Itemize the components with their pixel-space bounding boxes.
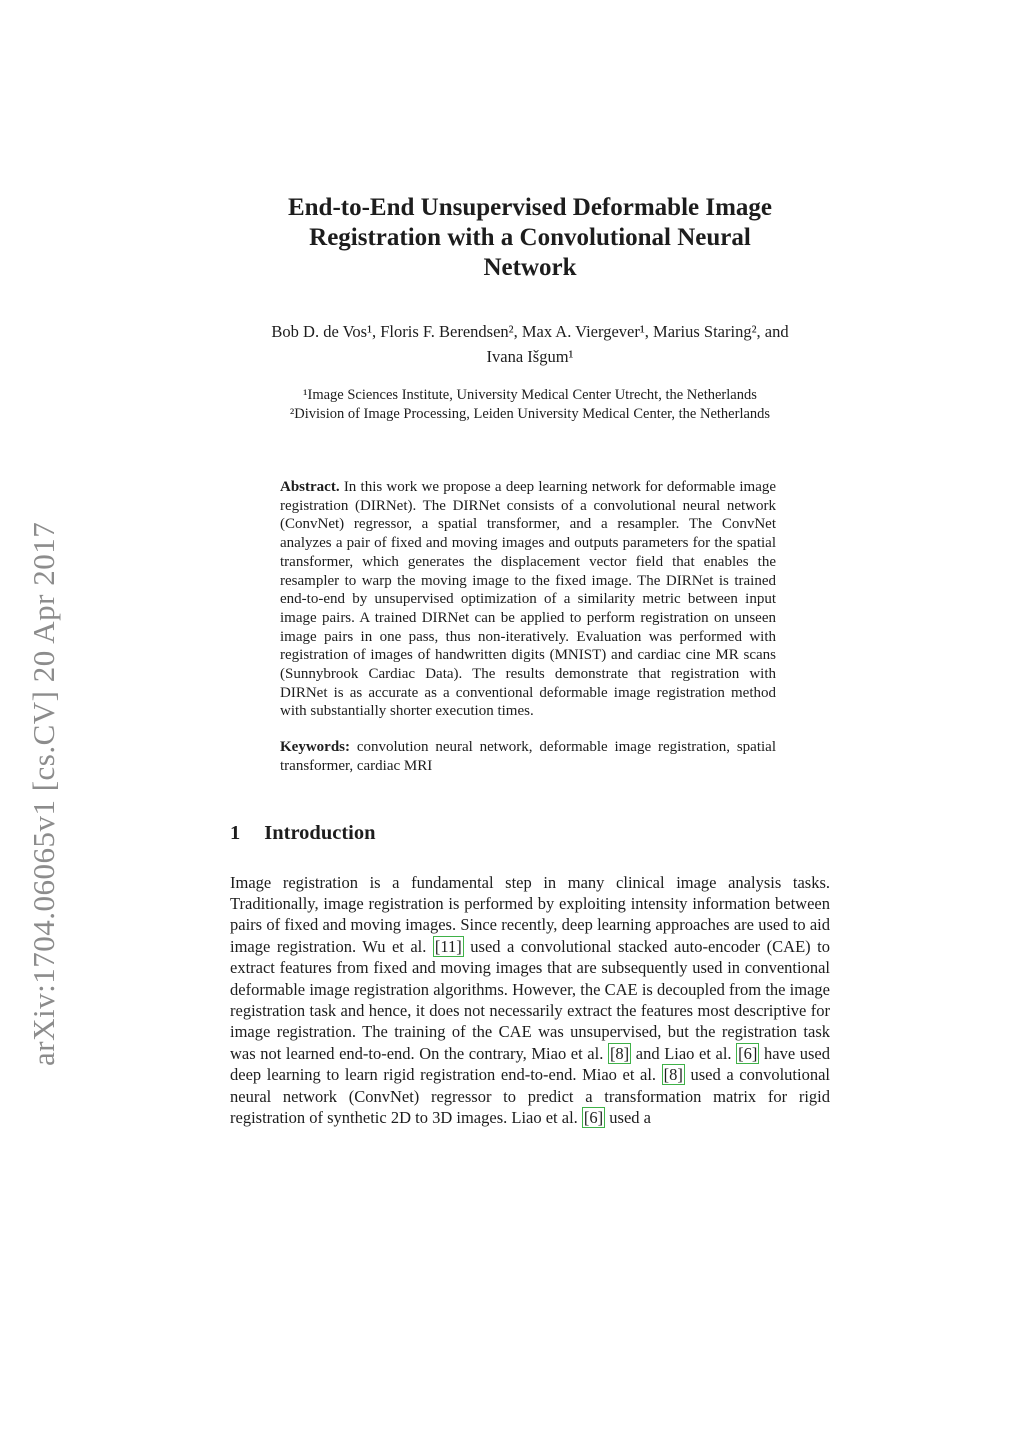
citation-ref[interactable]: [6]	[738, 1043, 758, 1063]
citation-ref[interactable]: [11]	[434, 936, 462, 956]
citation-ref[interactable]: [6]	[583, 1108, 604, 1128]
abstract-paragraph	[280, 478, 776, 721]
abstract-block	[280, 478, 776, 776]
affiliation-1: ¹Image Sciences Institute, University Medical Center Utrecht, the Netherlands	[303, 387, 757, 403]
author-line-2: Ivana Išgum¹	[486, 347, 574, 366]
abstract-label: Abstract.	[280, 479, 340, 495]
title-line-1: End-to-End Unsupervised Deformable Image	[287, 194, 773, 221]
author-list	[230, 319, 830, 369]
title-line-2: Registration with a Convolutional Neural	[309, 224, 751, 251]
paper-title	[230, 193, 830, 283]
keywords-label: Keywords:	[280, 739, 350, 756]
keywords-paragraph	[280, 738, 776, 775]
keywords-text: convolution neural network, deformable image registration, spatial transformer, cardiac MRI	[280, 739, 776, 774]
section-heading-introduction	[230, 822, 830, 845]
section-title: Introduction	[264, 821, 376, 844]
abstract-text: In this work we propose a deep learning network for deformable image registration (DIRNet). The DIRNet consists of a convolutional neural network (ConvNet) regressor, a spatial transformer, and a resampler. The ConvNet analyzes a pair of fixed and moving images and outputs parameters for the spatial transformer, which generates the displacement vector field that enables the resampler to warp the moving image to the fixed image. The DIRNet is trained end-to-end by unsupervised optimization of a similarity metric between input image pairs. A trained DIRNet can be applied to perform registration on unseen image pairs in one pass, thus non-iteratively. Evaluation was performed with registration of images of handwritten digits (MNIST) and cardiac cine MR scans (Sunnybrook Cardiac Data). The results demonstrate that registration with DIRNet is as accurate as a conventional deformable image registration method with substantially shorter execution times.	[280, 479, 777, 720]
citation-ref[interactable]: [8]	[663, 1065, 683, 1085]
citation-ref[interactable]: [8]	[609, 1043, 630, 1063]
arxiv-watermark: arXiv:1704.06065v1 [cs.CV] 20 Apr 2017	[26, 521, 61, 1066]
paper-content	[230, 0, 830, 1128]
affiliation-2: ²Division of Image Processing, Leiden University Medical Center, the Netherlands	[289, 406, 771, 422]
author-line-1: Bob D. de Vos¹, Floris F. Berendsen², Max A. Viergever¹, Marius Staring², and	[271, 322, 789, 341]
title-line-3: Network	[483, 254, 577, 281]
section-number: 1	[230, 821, 241, 844]
affiliations	[230, 386, 830, 424]
introduction-paragraph: Image registration is a fundamental step in many clinical image analysis tasks. Traditionally, image registration is performed by exploiting intensity information between pairs of fixed and moving images. Since recently, deep learning approaches are used to aid image registration. Wu et al. [11] used a convolutional stacked auto-encoder (CAE) to extract features from fixed and moving images that are subsequently used in conventional deformable image registration algorithms. However, the CAE is decoupled from the image registration task and hence, it does not necessarily extract the features most descriptive for image registration. The training of the CAE was unsupervised, but the registration task was not learned end-to-end. On the contrary, Miao et al. [8] and Liao et al. [6] have used deep learning to learn rigid registration end-to-end. Miao et al. [8] used a convolutional neural network (ConvNet) regressor to predict a transformation matrix for rigid registration of synthetic 2D to 3D images. Liao et al. [6] used a	[230, 872, 830, 1128]
